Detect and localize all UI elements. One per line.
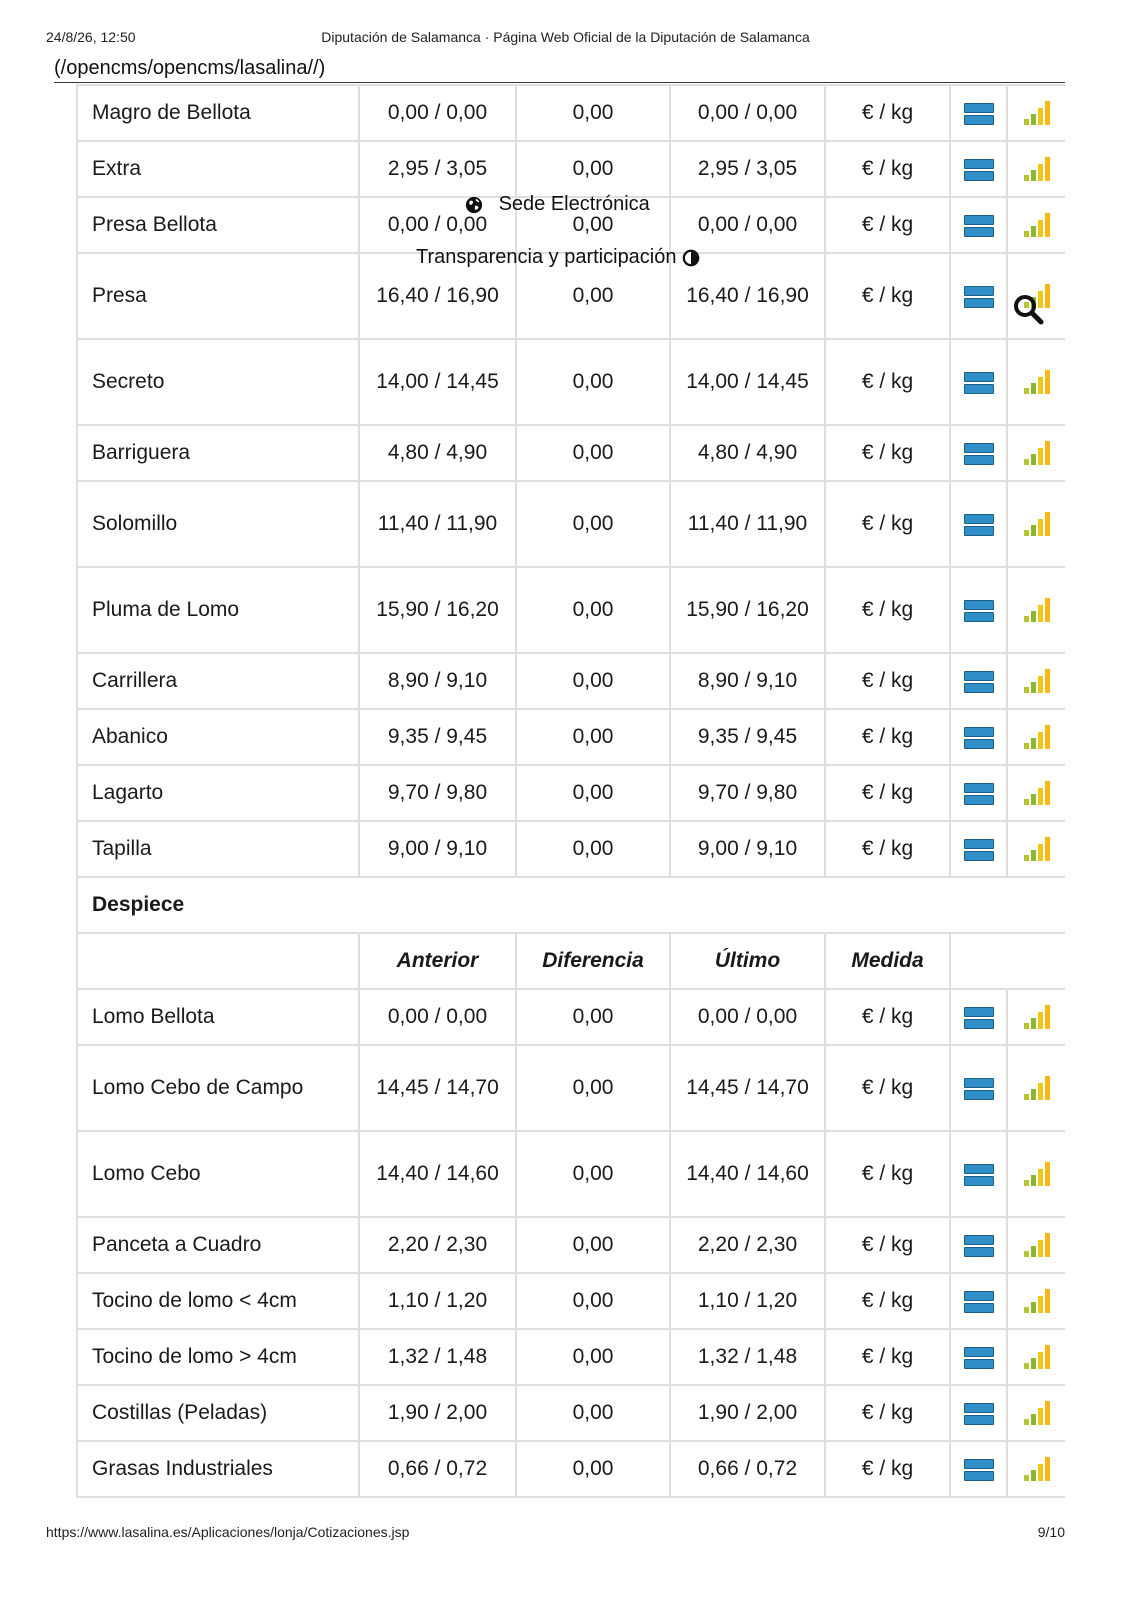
diferencia-cell: 0,00 (516, 821, 670, 877)
medida-cell: € / kg (825, 1131, 950, 1217)
chart-view-cell[interactable] (1007, 653, 1065, 709)
bar-chart-icon[interactable] (1024, 1345, 1050, 1369)
table-view-cell[interactable] (950, 1385, 1007, 1441)
table-view-cell[interactable] (950, 425, 1007, 481)
ultimo-cell: 4,80 / 4,90 (670, 425, 825, 481)
medida-cell: € / kg (825, 197, 950, 253)
bar-chart-icon[interactable] (1024, 101, 1050, 125)
medida-cell: € / kg (825, 1273, 950, 1329)
table-row (77, 653, 1065, 709)
chart-view-cell[interactable] (1007, 1385, 1065, 1441)
table-icon[interactable] (964, 1235, 994, 1255)
chart-view-cell[interactable] (1007, 1131, 1065, 1217)
table-icon[interactable] (964, 372, 994, 392)
search-icon[interactable] (1012, 293, 1044, 330)
chart-view-cell[interactable] (1007, 85, 1065, 141)
table-icon[interactable] (964, 1347, 994, 1367)
table-icon[interactable] (964, 839, 994, 859)
price-table-body-despiece (77, 989, 1065, 1497)
print-date: 24/8/26, 12:50 (46, 29, 136, 45)
table-icon[interactable] (964, 286, 994, 306)
chart-view-cell[interactable] (1007, 709, 1065, 765)
chart-view-cell[interactable] (1007, 567, 1065, 653)
diferencia-cell: 0,00 (516, 197, 670, 253)
ultimo-cell: 2,95 / 3,05 (670, 141, 825, 197)
header-anterior: Anterior (359, 933, 516, 989)
diferencia-cell: 0,00 (516, 141, 670, 197)
chart-view-cell[interactable] (1007, 765, 1065, 821)
header-actions-cell (950, 933, 1065, 989)
globe-icon (465, 196, 483, 214)
ultimo-cell: 9,35 / 9,45 (670, 709, 825, 765)
diferencia-cell: 0,00 (516, 765, 670, 821)
chart-view-cell[interactable] (1007, 339, 1065, 425)
table-icon[interactable] (964, 671, 994, 691)
table-view-cell[interactable] (950, 1273, 1007, 1329)
bar-chart-icon[interactable] (1024, 441, 1050, 465)
ultimo-cell: 0,00 / 0,00 (670, 197, 825, 253)
chart-view-cell[interactable] (1007, 197, 1065, 253)
product-name-cell: Tocino de lomo > 4cm (77, 1329, 359, 1385)
diferencia-cell: 0,00 (516, 1045, 670, 1131)
anterior-cell: 0,00 / 0,00 (359, 197, 516, 253)
product-name-cell: Pluma de Lomo (77, 567, 359, 653)
table-row (77, 765, 1065, 821)
table-view-cell[interactable] (950, 1441, 1007, 1497)
anterior-cell: 15,90 / 16,20 (359, 567, 516, 653)
anterior-cell: 11,40 / 11,90 (359, 481, 516, 567)
table-view-cell[interactable] (950, 1045, 1007, 1131)
table-view-cell[interactable] (950, 141, 1007, 197)
table-icon[interactable] (964, 159, 994, 179)
ultimo-cell: 9,70 / 9,80 (670, 765, 825, 821)
table-view-cell[interactable] (950, 253, 1007, 339)
product-name-cell: Extra (77, 141, 359, 197)
price-table-container (76, 84, 1065, 1511)
anterior-cell: 9,00 / 9,10 (359, 821, 516, 877)
ultimo-cell: 14,45 / 14,70 (670, 1045, 825, 1131)
table-view-cell[interactable] (950, 197, 1007, 253)
transparencia-link[interactable] (416, 246, 700, 269)
anterior-cell: 2,95 / 3,05 (359, 141, 516, 197)
diferencia-cell: 0,00 (516, 339, 670, 425)
product-name-cell: Presa Bellota (77, 197, 359, 253)
medida-cell: € / kg (825, 339, 950, 425)
table-icon[interactable] (964, 1459, 994, 1479)
table-row (77, 567, 1065, 653)
chart-view-cell[interactable] (1007, 141, 1065, 197)
ultimo-cell: 11,40 / 11,90 (670, 481, 825, 567)
table-row (77, 709, 1065, 765)
transparencia-label: Transparencia y participación (416, 246, 677, 268)
product-name-cell: Panceta a Cuadro (77, 1217, 359, 1273)
anterior-cell: 8,90 / 9,10 (359, 653, 516, 709)
anterior-cell: 9,70 / 9,80 (359, 765, 516, 821)
chart-view-cell[interactable] (1007, 989, 1065, 1045)
anterior-cell: 0,00 / 0,00 (359, 85, 516, 141)
ultimo-cell: 1,10 / 1,20 (670, 1273, 825, 1329)
header-ultimo: Último (670, 933, 825, 989)
product-name-cell: Grasas Industriales (77, 1441, 359, 1497)
diferencia-cell: 0,00 (516, 1385, 670, 1441)
print-page-title: Diputación de Salamanca · Página Web Oficial de la Diputación de Salamanca (321, 29, 810, 45)
bar-chart-icon[interactable] (1024, 1233, 1050, 1257)
table-view-cell[interactable] (950, 1329, 1007, 1385)
ultimo-cell: 8,90 / 9,10 (670, 653, 825, 709)
diferencia-cell: 0,00 (516, 989, 670, 1045)
medida-cell: € / kg (825, 481, 950, 567)
medida-cell: € / kg (825, 989, 950, 1045)
table-row (77, 821, 1065, 877)
table-icon[interactable] (964, 215, 994, 235)
medida-cell: € / kg (825, 567, 950, 653)
diferencia-cell: 0,00 (516, 253, 670, 339)
diferencia-cell: 0,00 (516, 1273, 670, 1329)
ultimo-cell: 14,00 / 14,45 (670, 339, 825, 425)
product-name-cell: Carrillera (77, 653, 359, 709)
sede-electronica-label: Sede Electrónica (498, 193, 650, 215)
bar-chart-icon[interactable] (1024, 1401, 1050, 1425)
anterior-cell: 1,32 / 1,48 (359, 1329, 516, 1385)
table-view-cell[interactable] (950, 85, 1007, 141)
table-icon[interactable] (964, 1007, 994, 1027)
ultimo-cell: 2,20 / 2,30 (670, 1217, 825, 1273)
table-icon[interactable] (964, 783, 994, 803)
table-view-cell[interactable] (950, 821, 1007, 877)
bar-chart-icon[interactable] (1024, 512, 1050, 536)
bar-chart-icon[interactable] (1024, 1162, 1050, 1186)
table-row (77, 85, 1065, 141)
section-title: Despiece (77, 877, 1065, 933)
chart-view-cell[interactable] (1007, 481, 1065, 567)
table-icon[interactable] (964, 1078, 994, 1098)
medida-cell: € / kg (825, 425, 950, 481)
table-row (77, 989, 1065, 1045)
header-diferencia: Diferencia (516, 933, 670, 989)
table-row (77, 481, 1065, 567)
header-empty-cell (77, 933, 359, 989)
ultimo-cell: 14,40 / 14,60 (670, 1131, 825, 1217)
ultimo-cell: 0,66 / 0,72 (670, 1441, 825, 1497)
bar-chart-icon[interactable] (1024, 598, 1050, 622)
table-view-cell[interactable] (950, 653, 1007, 709)
ultimo-cell: 0,00 / 0,00 (670, 85, 825, 141)
medida-cell: € / kg (825, 1385, 950, 1441)
anterior-cell: 14,40 / 14,60 (359, 1131, 516, 1217)
table-view-cell[interactable] (950, 1217, 1007, 1273)
anterior-cell: 9,35 / 9,45 (359, 709, 516, 765)
medida-cell: € / kg (825, 709, 950, 765)
table-row (77, 1385, 1065, 1441)
table-row (77, 1045, 1065, 1131)
section-row (77, 877, 1065, 933)
bar-chart-icon[interactable] (1024, 370, 1050, 394)
medida-cell: € / kg (825, 1441, 950, 1497)
bar-chart-icon[interactable] (1024, 781, 1050, 805)
ultimo-cell: 15,90 / 16,20 (670, 567, 825, 653)
medida-cell: € / kg (825, 85, 950, 141)
anterior-cell: 14,45 / 14,70 (359, 1045, 516, 1131)
bar-chart-icon[interactable] (1024, 1457, 1050, 1481)
diferencia-cell: 0,00 (516, 425, 670, 481)
product-name-cell: Lomo Cebo (77, 1131, 359, 1217)
top-divider (54, 82, 1065, 83)
table-icon[interactable] (964, 103, 994, 123)
medida-cell: € / kg (825, 141, 950, 197)
product-name-cell: Costillas (Peladas) (77, 1385, 359, 1441)
table-icon[interactable] (964, 1291, 994, 1311)
table-icon[interactable] (964, 1403, 994, 1423)
product-name-cell: Lagarto (77, 765, 359, 821)
bar-chart-icon[interactable] (1024, 213, 1050, 237)
table-view-cell[interactable] (950, 709, 1007, 765)
anterior-cell: 4,80 / 4,90 (359, 425, 516, 481)
table-view-cell[interactable] (950, 765, 1007, 821)
price-table (76, 84, 1065, 1498)
chart-view-cell[interactable] (1007, 1441, 1065, 1497)
medida-cell: € / kg (825, 765, 950, 821)
product-name-cell: Presa (77, 253, 359, 339)
home-link[interactable]: (/opencms/opencms/lasalina//) (54, 57, 326, 79)
medida-cell: € / kg (825, 253, 950, 339)
medida-cell: € / kg (825, 1045, 950, 1131)
table-row (77, 1329, 1065, 1385)
table-icon[interactable] (964, 514, 994, 534)
product-name-cell: Lomo Cebo de Campo (77, 1045, 359, 1131)
chart-view-cell[interactable] (1007, 1217, 1065, 1273)
bar-chart-icon[interactable] (1024, 1005, 1050, 1029)
ultimo-cell: 9,00 / 9,10 (670, 821, 825, 877)
diferencia-cell: 0,00 (516, 709, 670, 765)
anterior-cell: 1,90 / 2,00 (359, 1385, 516, 1441)
diferencia-cell: 0,00 (516, 1131, 670, 1217)
product-name-cell: Lomo Bellota (77, 989, 359, 1045)
table-icon[interactable] (964, 600, 994, 620)
table-view-cell[interactable] (950, 989, 1007, 1045)
print-page-number: 9/10 (1037, 1524, 1065, 1540)
product-name-cell: Solomillo (77, 481, 359, 567)
table-row (77, 339, 1065, 425)
diferencia-cell: 0,00 (516, 567, 670, 653)
table-row (77, 425, 1065, 481)
table-view-cell[interactable] (950, 567, 1007, 653)
product-name-cell: Magro de Bellota (77, 85, 359, 141)
ultimo-cell: 16,40 / 16,90 (670, 253, 825, 339)
ultimo-cell: 1,32 / 1,48 (670, 1329, 825, 1385)
table-row (77, 141, 1065, 197)
ultimo-cell: 0,00 / 0,00 (670, 989, 825, 1045)
chart-view-cell[interactable] (1007, 425, 1065, 481)
table-row (77, 1217, 1065, 1273)
table-icon[interactable] (964, 727, 994, 747)
diferencia-cell: 0,00 (516, 653, 670, 709)
ultimo-cell: 1,90 / 2,00 (670, 1385, 825, 1441)
diferencia-cell: 0,00 (516, 1329, 670, 1385)
table-view-cell[interactable] (950, 481, 1007, 567)
table-row (77, 1273, 1065, 1329)
table-view-cell[interactable] (950, 1131, 1007, 1217)
table-row (77, 1441, 1065, 1497)
bar-chart-icon[interactable] (1024, 669, 1050, 693)
product-name-cell: Barriguera (77, 425, 359, 481)
anterior-cell: 14,00 / 14,45 (359, 339, 516, 425)
bar-chart-icon[interactable] (1024, 157, 1050, 181)
product-name-cell: Secreto (77, 339, 359, 425)
chart-view-cell[interactable] (1007, 1045, 1065, 1131)
table-row (77, 1131, 1065, 1217)
bar-chart-icon[interactable] (1024, 837, 1050, 861)
medida-cell: € / kg (825, 1217, 950, 1273)
anterior-cell: 1,10 / 1,20 (359, 1273, 516, 1329)
bar-chart-icon[interactable] (1024, 725, 1050, 749)
medida-cell: € / kg (825, 1329, 950, 1385)
anterior-cell: 0,66 / 0,72 (359, 1441, 516, 1497)
diferencia-cell: 0,00 (516, 1217, 670, 1273)
anterior-cell: 2,20 / 2,30 (359, 1217, 516, 1273)
diferencia-cell: 0,00 (516, 85, 670, 141)
diferencia-cell: 0,00 (516, 1441, 670, 1497)
medida-cell: € / kg (825, 653, 950, 709)
sede-electronica-link[interactable] (465, 193, 650, 216)
print-footer-url: https://www.lasalina.es/Aplicaciones/lonja/Cotizaciones.jsp (46, 1524, 410, 1540)
product-name-cell: Tocino de lomo < 4cm (77, 1273, 359, 1329)
table-icon[interactable] (964, 443, 994, 463)
chart-view-cell[interactable] (1007, 1329, 1065, 1385)
product-name-cell: Abanico (77, 709, 359, 765)
table-icon[interactable] (964, 1164, 994, 1184)
bar-chart-icon[interactable] (1024, 1076, 1050, 1100)
contrast-icon[interactable] (682, 249, 700, 267)
medida-cell: € / kg (825, 821, 950, 877)
chart-view-cell[interactable] (1007, 1273, 1065, 1329)
anterior-cell: 16,40 / 16,90 (359, 253, 516, 339)
anterior-cell: 0,00 / 0,00 (359, 989, 516, 1045)
despiece-section (77, 877, 1065, 989)
header-medida: Medida (825, 933, 950, 989)
header-row (77, 933, 1065, 989)
diferencia-cell: 0,00 (516, 481, 670, 567)
table-view-cell[interactable] (950, 339, 1007, 425)
chart-view-cell[interactable] (1007, 821, 1065, 877)
bar-chart-icon[interactable] (1024, 1289, 1050, 1313)
product-name-cell: Tapilla (77, 821, 359, 877)
